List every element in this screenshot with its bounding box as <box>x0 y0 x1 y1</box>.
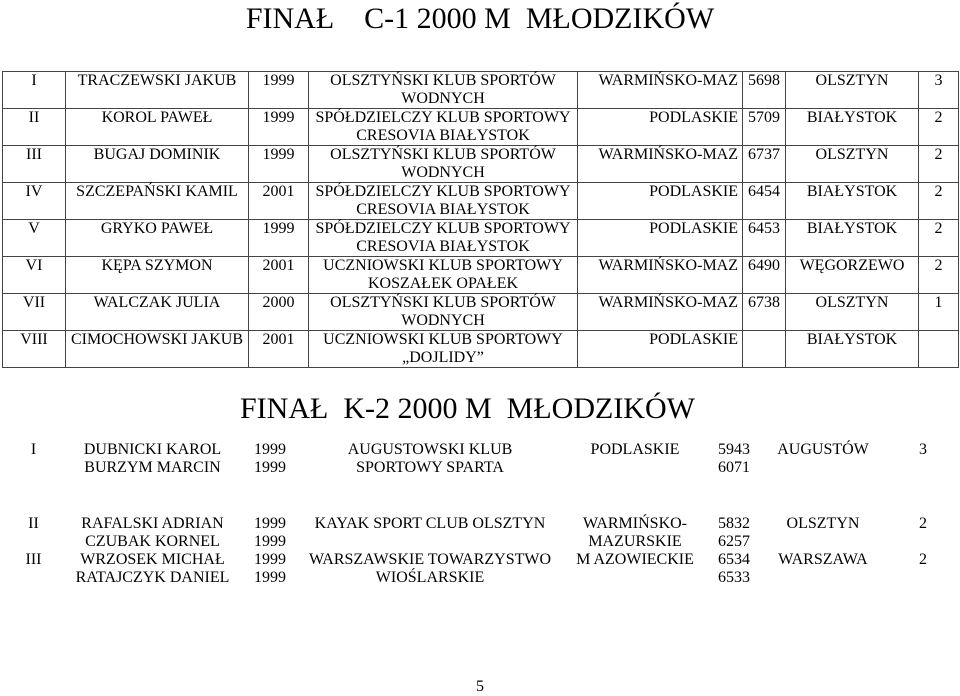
club-cell: OLSZTYŃSKI KLUB SPORTÓW WODNYCH <box>309 72 578 109</box>
birth-years-cell <box>240 515 300 551</box>
spacer-cell <box>710 495 758 515</box>
city-cell: OLSZTYN <box>786 294 919 331</box>
place-cell: III <box>3 146 66 183</box>
region-cell: WARMIŃSKO-MAZ <box>578 146 743 183</box>
athlete-name: BURZYM MARCIN <box>84 459 221 476</box>
birth-year-cell: 1999 <box>249 146 309 183</box>
club-cell: SPÓŁDZIELCZY KLUB SPORTOWY CRESOVIA BIAŁYSTOK <box>309 109 578 146</box>
club-cell: AUGUSTOWSKI KLUB SPORTOWY SPARTA <box>347 441 513 476</box>
spacer-cell <box>758 495 888 515</box>
title-c1: FINAŁ C-1 2000 M MŁODZIKÓW <box>245 2 715 35</box>
athlete-name: RATAJCZYK DANIEL <box>75 569 230 586</box>
club-cell: UCZNIOWSKI KLUB SPORTOWY „DOJLIDY” <box>309 331 578 368</box>
page-number: 5 <box>476 678 484 695</box>
region-cell: PODLASKIE <box>578 183 743 220</box>
birth-year: 1999 <box>254 459 286 476</box>
region-cell: PODLASKIE <box>578 109 743 146</box>
city-cell: BIAŁYSTOK <box>786 331 919 368</box>
athlete-name: RAFALSKI ADRIAN <box>81 515 224 532</box>
birth-year-cell: 2001 <box>249 331 309 368</box>
spacer-cell <box>65 495 240 515</box>
license-id: 6534 <box>718 551 750 568</box>
region-cell: PODLASKIE <box>590 441 680 458</box>
license-ids-cell <box>710 515 758 551</box>
license-ids-cell <box>710 551 758 587</box>
athlete-name-cell: GRYKO PAWEŁ <box>66 220 249 257</box>
points-cell: 3 <box>919 441 927 458</box>
club-cell: WARSZAWSKIE TOWARZYSTWO WIOŚLARSKIE <box>308 551 552 586</box>
athlete-name: DUBNICKI KAROL <box>83 441 222 458</box>
spacer-cell <box>300 495 560 515</box>
birth-year: 1999 <box>254 533 286 550</box>
city-cell: OLSZTYN <box>786 72 919 109</box>
region-cell: PODLASKIE <box>578 220 743 257</box>
athlete-name-cell: KĘPA SZYMON <box>66 257 249 294</box>
place-cell: VIII <box>3 331 66 368</box>
city-cell: WARSZAWA <box>778 551 868 568</box>
region-cell: WARMIŃSKO-MAZ <box>578 294 743 331</box>
license-id-cell: 6738 <box>743 294 786 331</box>
points-cell: 2 <box>919 109 959 146</box>
points-cell: 2 <box>919 183 959 220</box>
points-cell: 2 <box>919 551 927 568</box>
athlete-name-cell: BUGAJ DOMINIK <box>66 146 249 183</box>
region-cell: WARMIŃSKO-MAZ <box>578 72 743 109</box>
place-cell: VII <box>3 294 66 331</box>
athlete-name-cell: SZCZEPAŃSKI KAMIL <box>66 183 249 220</box>
athlete-name-cell: TRACZEWSKI JAKUB <box>66 72 249 109</box>
license-id: 6071 <box>718 459 750 476</box>
club-cell: OLSZTYŃSKI KLUB SPORTÓW WODNYCH <box>309 294 578 331</box>
license-id: 6257 <box>718 533 750 550</box>
city-cell: OLSZTYN <box>786 515 860 532</box>
table-row <box>3 257 959 294</box>
license-id: 5832 <box>718 515 750 532</box>
license-ids-cell <box>710 441 758 495</box>
results-table-k2 <box>2 441 958 587</box>
birth-year-cell: 2001 <box>249 183 309 220</box>
athlete-name: CZUBAK KORNEL <box>85 533 220 550</box>
athlete-names-cell <box>65 441 240 495</box>
athlete-name-cell: KOROL PAWEŁ <box>66 109 249 146</box>
place-cell: VI <box>3 257 66 294</box>
region-cell: WARMIŃSKO-MAZURSKIE <box>583 515 687 550</box>
license-id: 6533 <box>718 569 750 586</box>
athlete-names-cell <box>65 551 240 587</box>
city-cell: AUGUSTÓW <box>777 441 869 458</box>
points-cell: 1 <box>919 294 959 331</box>
place-cell: V <box>3 220 66 257</box>
place-cell: II <box>28 515 39 532</box>
birth-year: 1999 <box>254 441 286 458</box>
birth-year-cell: 2001 <box>249 257 309 294</box>
city-cell: BIAŁYSTOK <box>786 183 919 220</box>
club-cell: SPÓŁDZIELCZY KLUB SPORTOWY CRESOVIA BIAŁYSTOK <box>309 183 578 220</box>
license-id-cell: 6454 <box>743 183 786 220</box>
table-row <box>2 515 958 551</box>
table-row <box>3 72 959 109</box>
points-cell: 2 <box>919 515 927 532</box>
athlete-name-cell: CIMOCHOWSKI JAKUB <box>66 331 249 368</box>
points-cell: 2 <box>919 257 959 294</box>
table-row <box>3 146 959 183</box>
results-table-c1 <box>2 71 959 368</box>
license-id-cell: 5709 <box>743 109 786 146</box>
birth-years-cell <box>240 551 300 587</box>
birth-year-cell: 2000 <box>249 294 309 331</box>
table-row <box>3 294 959 331</box>
license-id-cell: 5698 <box>743 72 786 109</box>
athlete-name: WRZOSEK MICHAŁ <box>80 551 225 568</box>
city-cell: BIAŁYSTOK <box>786 109 919 146</box>
spacer-row <box>2 495 958 515</box>
city-cell: BIAŁYSTOK <box>786 220 919 257</box>
club-cell: OLSZTYŃSKI KLUB SPORTÓW WODNYCH <box>309 146 578 183</box>
athlete-name-cell: WALCZAK JULIA <box>66 294 249 331</box>
points-cell: 3 <box>919 72 959 109</box>
points-cell: 2 <box>919 220 959 257</box>
region-cell: WARMIŃSKO-MAZ <box>578 257 743 294</box>
birth-year: 1999 <box>254 569 286 586</box>
place-cell: III <box>25 551 42 568</box>
city-cell: OLSZTYN <box>786 146 919 183</box>
region-cell: PODLASKIE <box>578 331 743 368</box>
region-cell: M AZOWIECKIE <box>576 551 694 568</box>
license-id-cell: 6453 <box>743 220 786 257</box>
birth-years-cell <box>240 441 300 495</box>
birth-year: 1999 <box>254 551 286 568</box>
birth-year-cell: 1999 <box>249 220 309 257</box>
points-cell: 2 <box>919 146 959 183</box>
spacer-cell <box>2 495 65 515</box>
title-k2: FINAŁ K-2 2000 M MŁODZIKÓW <box>240 392 695 425</box>
spacer-cell <box>888 495 958 515</box>
club-cell: UCZNIOWSKI KLUB SPORTOWY KOSZAŁEK OPAŁEK <box>309 257 578 294</box>
club-cell: SPÓŁDZIELCZY KLUB SPORTOWY CRESOVIA BIAŁYSTOK <box>309 220 578 257</box>
club-cell: KAYAK SPORT CLUB OLSZTYN <box>314 515 546 532</box>
points-cell <box>919 331 959 368</box>
table-row <box>3 109 959 146</box>
birth-year: 1999 <box>254 515 286 532</box>
license-id-cell: 6490 <box>743 257 786 294</box>
table-row <box>2 441 958 495</box>
license-id-cell <box>743 331 786 368</box>
table-row <box>2 551 958 587</box>
athlete-names-cell <box>65 515 240 551</box>
license-id: 5943 <box>718 441 750 458</box>
table-row <box>3 220 959 257</box>
birth-year-cell: 1999 <box>249 72 309 109</box>
table-row <box>3 331 959 368</box>
birth-year-cell: 1999 <box>249 109 309 146</box>
spacer-cell <box>560 495 710 515</box>
place-cell: I <box>30 441 37 458</box>
license-id-cell: 6737 <box>743 146 786 183</box>
city-cell: WĘGORZEWO <box>786 257 919 294</box>
place-cell: I <box>3 72 66 109</box>
place-cell: II <box>3 109 66 146</box>
spacer-cell <box>240 495 300 515</box>
table-row <box>3 183 959 220</box>
place-cell: IV <box>3 183 66 220</box>
